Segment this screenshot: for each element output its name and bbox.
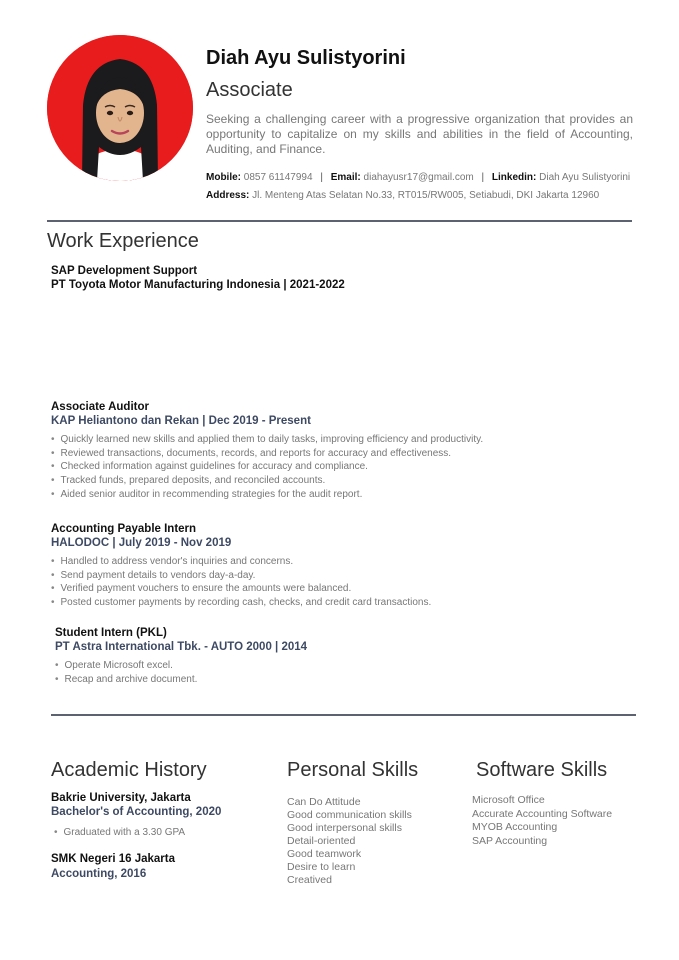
profile-photo-illustration: [47, 35, 193, 181]
job-entry: [51, 523, 431, 610]
job-duties: [55, 659, 307, 686]
software-skills-heading: Software Skills: [476, 759, 608, 781]
list-item: • Checked information against guidelines for accuracy and compliance.: [51, 460, 483, 474]
education-notes: [54, 826, 221, 840]
career-summary: Seeking a challenging career with a progressive organization that provides an opportunity to capitalize on my skills and abilities in the field of Accounting, Auditing, and Finance.: [206, 112, 633, 156]
job-entry: [51, 401, 483, 502]
list-item: Microsoft Office: [472, 794, 545, 806]
school-name: SMK Negeri 16 Jakarta: [51, 853, 176, 865]
list-item: MYOB Accounting: [472, 821, 558, 833]
degree: Bachelor's of Accounting, 2020: [51, 806, 222, 818]
school-name: Bakrie University, Jakarta: [51, 792, 191, 804]
job-duties: [51, 433, 483, 502]
list-item: Good interpersonal skills: [287, 822, 402, 834]
job-company: PT Toyota Motor Manufacturing Indonesia | 2021-2022: [51, 279, 345, 291]
section-divider: [51, 714, 636, 716]
job-duties: [51, 555, 431, 610]
contact-separator: |: [320, 172, 323, 183]
education-entry: [51, 792, 221, 840]
list-item: • Posted customer payments by recording cash, checks, and credit card transactions.: [51, 596, 431, 610]
personal-skills-heading: Personal Skills: [287, 759, 419, 781]
software-skills-list: [472, 794, 612, 848]
job-company: PT Astra International Tbk. - AUTO 2000 | 2014: [55, 641, 308, 653]
applicant-role: Associate: [206, 79, 293, 101]
profile-photo: [47, 35, 193, 181]
academic-history-heading: Academic History: [51, 759, 207, 781]
linkedin-value[interactable]: Diah Ayu Sulistyorini: [539, 172, 631, 183]
job-entry: [55, 627, 307, 686]
list-item: Good communication skills: [287, 809, 412, 821]
job-entry: [51, 265, 345, 291]
list-item: Desire to learn: [287, 861, 356, 873]
list-item: Detail-oriented: [287, 835, 356, 847]
address-line: [206, 190, 599, 201]
list-item: Creatived: [287, 874, 332, 886]
list-item: Good teamwork: [287, 848, 362, 860]
applicant-name: Diah Ayu Sulistyorini: [206, 47, 406, 69]
list-item: • Recap and archive document.: [55, 673, 307, 687]
list-item: • Operate Microsoft excel.: [55, 659, 307, 673]
education-entry: [51, 853, 175, 880]
mobile-value: 0857 61147994: [243, 172, 313, 183]
email-label: Email:: [330, 172, 361, 183]
list-item: Can Do Attitude: [287, 796, 361, 808]
work-experience-heading: Work Experience: [47, 230, 199, 252]
personal-skills-list: [287, 796, 412, 887]
list-item: • Tracked funds, prepared deposits, and reconciled accounts.: [51, 474, 483, 488]
linkedin-label: Linkedin:: [491, 172, 537, 183]
list-item: • Graduated with a 3.30 GPA: [54, 826, 221, 840]
list-item: • Handled to address vendor's inquiries and concerns.: [51, 555, 431, 569]
degree: Accounting, 2016: [51, 868, 147, 880]
job-title: Accounting Payable Intern: [51, 523, 197, 535]
job-company: HALODOC | July 2019 - Nov 2019: [51, 537, 232, 549]
list-item: Accurate Accounting Software: [472, 807, 613, 820]
list-item: • Send payment details to vendors day-a-day.: [51, 569, 431, 583]
list-item: • Reviewed transactions, documents, records, and reports for accuracy and effectiveness.: [51, 447, 483, 461]
list-item: • Verified payment vouchers to ensure the amounts were balanced.: [51, 582, 431, 596]
contact-line: [206, 172, 630, 183]
header-divider: [47, 220, 632, 222]
mobile-label: Mobile:: [206, 172, 241, 183]
list-item: • Quickly learned new skills and applied them to daily tasks, improving efficiency and productivity.: [51, 433, 483, 447]
list-item: • Aided senior auditor in recommending strategies for the audit report.: [51, 488, 483, 502]
job-company: KAP Heliantono dan Rekan | Dec 2019 - Present: [51, 415, 311, 427]
list-item: SAP Accounting: [472, 834, 548, 847]
job-title: Associate Auditor: [51, 401, 149, 413]
address-label: Address:: [206, 190, 250, 201]
address-value: Jl. Menteng Atas Selatan No.33, RT015/RW005, Setiabudi, DKI Jakarta 12960: [252, 190, 600, 201]
job-title: SAP Development Support: [51, 265, 198, 277]
email-value[interactable]: diahayusr17@gmail.com: [363, 172, 474, 183]
job-title: Student Intern (PKL): [55, 627, 167, 639]
contact-separator: |: [481, 172, 485, 183]
